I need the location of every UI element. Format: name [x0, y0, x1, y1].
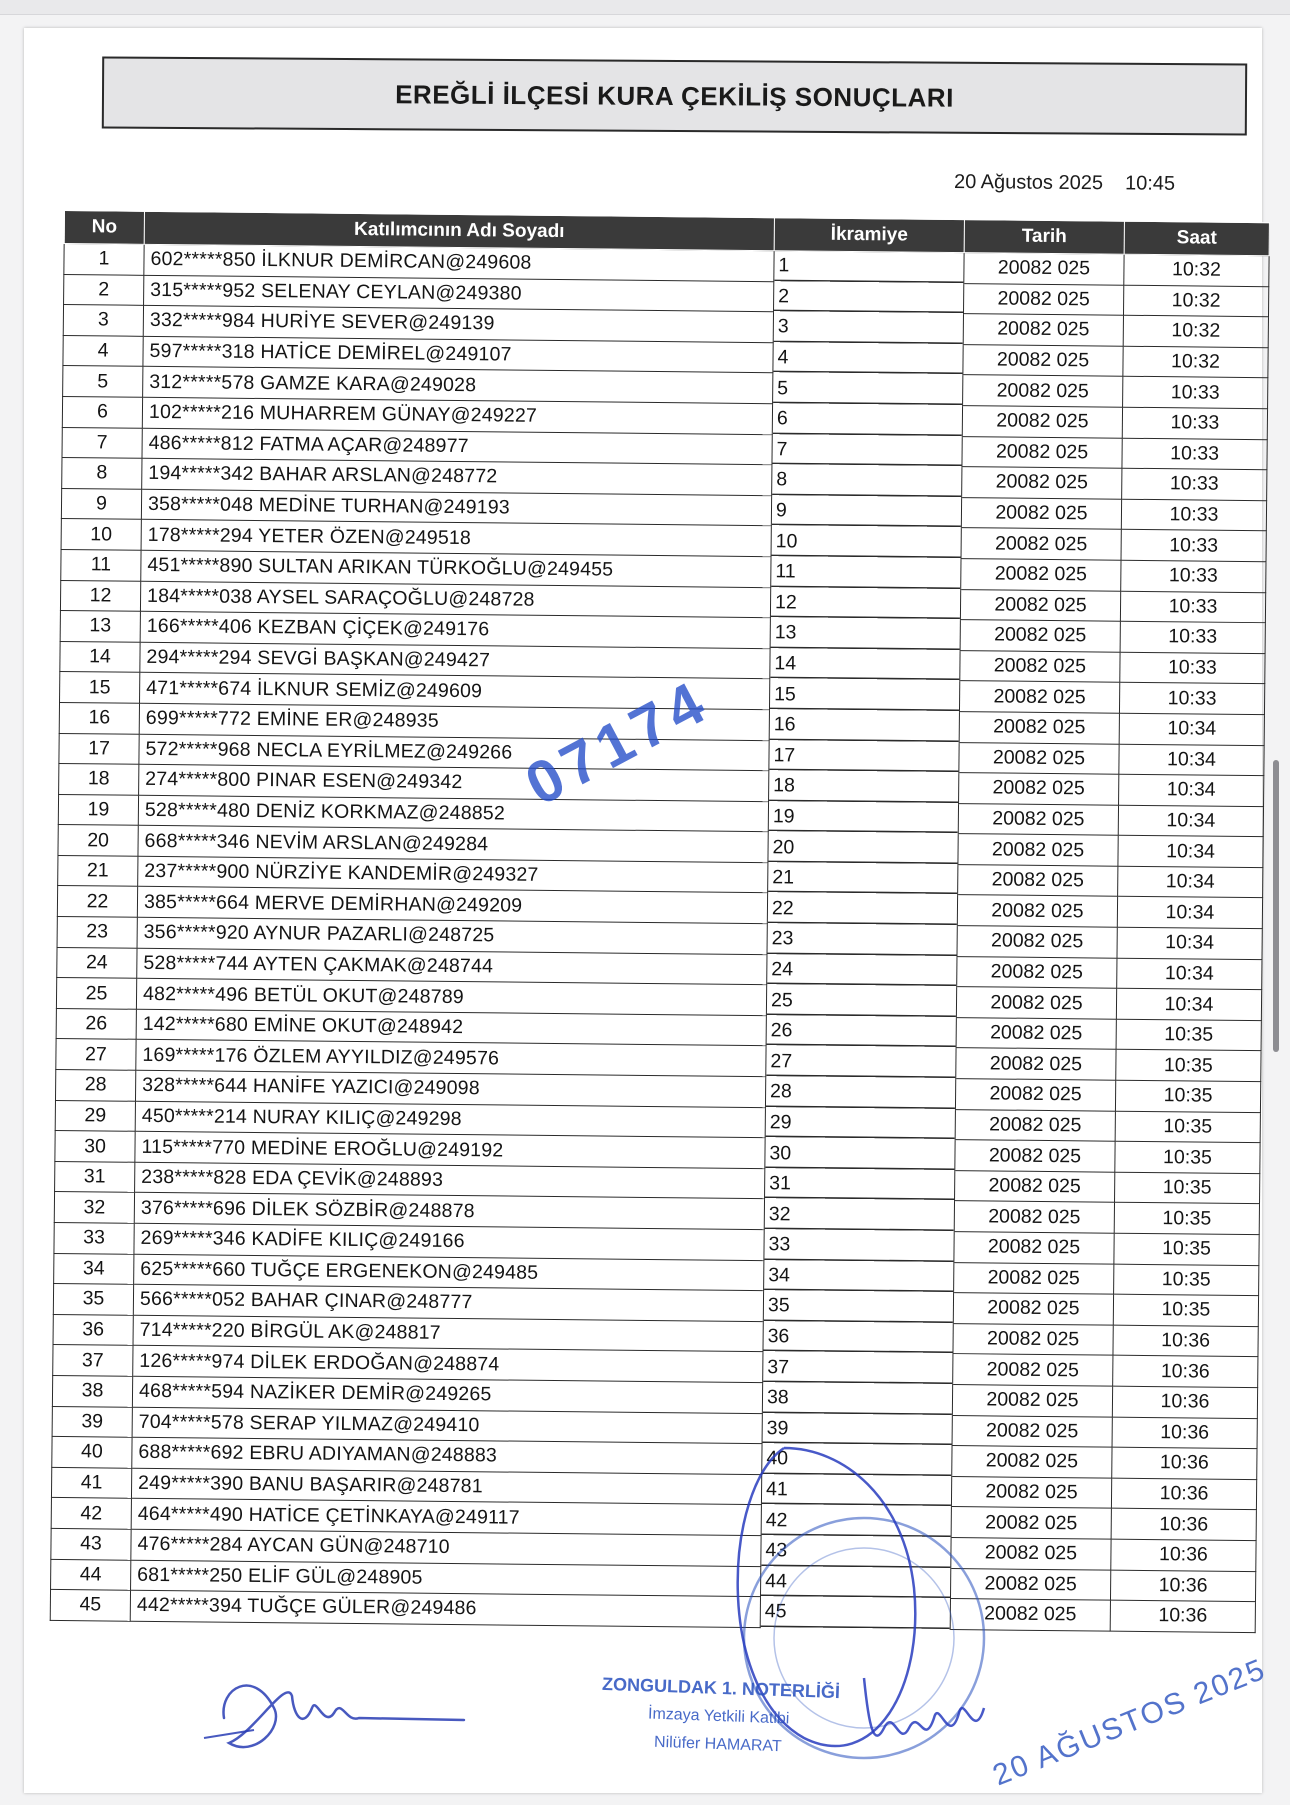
cell-date: 20082 025 — [958, 834, 1118, 866]
cell-time: 10:36 — [1110, 1600, 1255, 1632]
cell-no: 29 — [55, 1100, 135, 1131]
cell-date: 20082 025 — [961, 528, 1121, 560]
cell-prize: 10 — [771, 526, 961, 559]
cell-no: 21 — [58, 855, 138, 886]
cell-prize: 29 — [765, 1107, 955, 1140]
cell-name: 249*****390 BANU BAŞARIR@248781 — [131, 1468, 761, 1505]
cell-prize: 34 — [764, 1260, 954, 1293]
cell-time: 10:36 — [1112, 1417, 1257, 1449]
cell-name: 126*****974 DİLEK ERDOĞAN@248874 — [133, 1346, 763, 1383]
cell-time: 10:34 — [1117, 927, 1262, 959]
cell-name: 704*****578 SERAP YILMAZ@249410 — [132, 1407, 762, 1444]
cell-date: 20082 025 — [963, 314, 1123, 346]
cell-name: 668*****346 NEVİM ARSLAN@249284 — [138, 826, 768, 863]
cell-no: 1 — [64, 244, 144, 275]
cell-no: 19 — [58, 794, 138, 825]
cell-date: 20082 025 — [952, 1385, 1112, 1417]
cell-time: 10:33 — [1120, 621, 1265, 653]
cell-date: 20082 025 — [960, 620, 1120, 652]
cell-name: 142*****680 EMİNE OKUT@248942 — [136, 1009, 766, 1046]
cell-time: 10:33 — [1120, 591, 1265, 623]
vertical-scrollbar[interactable] — [1273, 760, 1279, 1052]
cell-date: 20082 025 — [956, 1048, 1116, 1080]
cell-name: 714*****220 BİRGÜL AK@248817 — [133, 1315, 763, 1352]
col-header-date: Tarih — [964, 220, 1124, 255]
cell-time: 10:36 — [1110, 1570, 1255, 1602]
cell-no: 37 — [53, 1345, 133, 1376]
cell-time: 10:36 — [1111, 1478, 1256, 1510]
cell-prize: 9 — [771, 495, 961, 528]
cell-time: 10:33 — [1121, 560, 1266, 592]
cell-name: 451*****890 SULTAN ARIKAN TÜRKOĞLU@249455 — [141, 550, 771, 587]
cell-name: 169*****176 ÖZLEM AYYILDIZ@249576 — [136, 1040, 766, 1077]
cell-name: 688*****692 EBRU ADIYAMAN@248883 — [132, 1437, 762, 1474]
cell-name: 464*****490 HATİCE ÇETİNKAYA@249117 — [131, 1499, 761, 1536]
cell-name: 625*****660 TUĞÇE ERGENEKON@249485 — [134, 1254, 764, 1291]
cell-time: 10:36 — [1112, 1386, 1257, 1418]
cell-no: 25 — [56, 978, 136, 1009]
cell-name: 332*****984 HURİYE SEVER@249139 — [143, 305, 773, 342]
cell-time: 10:35 — [1114, 1203, 1259, 1235]
cell-name: 115*****770 MEDİNE EROĞLU@249192 — [135, 1131, 765, 1168]
cell-prize: 42 — [761, 1505, 951, 1538]
cell-time: 10:35 — [1115, 1080, 1260, 1112]
cell-date: 20082 025 — [959, 773, 1119, 805]
cell-name: 699*****772 EMİNE ER@248935 — [139, 703, 769, 740]
cell-no: 34 — [54, 1253, 134, 1284]
cell-name: 269*****346 KADİFE KILIÇ@249166 — [134, 1223, 764, 1260]
cell-date: 20082 025 — [951, 1476, 1111, 1508]
cell-date: 20082 025 — [960, 589, 1120, 621]
cell-date: 20082 025 — [953, 1293, 1113, 1325]
cell-no: 28 — [55, 1069, 135, 1100]
cell-name: 356*****920 AYNUR PAZARLI@248725 — [137, 917, 767, 954]
cell-time: 10:32 — [1123, 285, 1268, 317]
cell-prize: 43 — [761, 1536, 951, 1569]
cell-name: 102*****216 MUHARREM GÜNAY@249227 — [142, 397, 772, 434]
cell-date: 20082 025 — [958, 803, 1118, 835]
cell-prize: 22 — [767, 893, 957, 926]
cell-date: 20082 025 — [951, 1507, 1111, 1539]
cell-prize: 7 — [772, 434, 962, 467]
cell-name: 328*****644 HANİFE YAZICI@249098 — [135, 1070, 765, 1107]
cell-time: 10:34 — [1118, 835, 1263, 867]
document-date: 20 Ağustos 2025 — [953, 170, 1104, 195]
cell-date: 20082 025 — [953, 1323, 1113, 1355]
cell-time: 10:35 — [1116, 1019, 1261, 1051]
cell-time: 10:33 — [1123, 377, 1268, 409]
cell-no: 5 — [63, 366, 143, 397]
col-header-no: No — [64, 211, 144, 245]
cell-prize: 11 — [771, 557, 961, 590]
cell-name: 385*****664 MERVE DEMİRHAN@249209 — [137, 887, 767, 924]
cell-prize: 28 — [765, 1077, 955, 1110]
cell-no: 22 — [57, 886, 137, 917]
cell-time: 10:34 — [1117, 958, 1262, 990]
cell-no: 6 — [62, 396, 142, 427]
cell-date: 20082 025 — [960, 650, 1120, 682]
cell-time: 10:35 — [1115, 1141, 1260, 1173]
cell-prize: 39 — [762, 1413, 952, 1446]
cell-date: 20082 025 — [950, 1568, 1110, 1600]
cell-date: 20082 025 — [952, 1415, 1112, 1447]
cell-no: 43 — [51, 1528, 131, 1559]
cell-prize: 23 — [767, 924, 957, 957]
document-time: 10:45 — [1124, 172, 1176, 195]
cell-date: 20082 025 — [959, 681, 1119, 713]
cell-no: 11 — [61, 549, 141, 580]
cell-date: 20082 025 — [955, 1109, 1115, 1141]
cell-no: 10 — [61, 519, 141, 550]
cell-prize: 45 — [760, 1597, 950, 1630]
cell-name: 184*****038 AYSEL SARAÇOĞLU@248728 — [140, 581, 770, 618]
cell-date: 20082 025 — [956, 1017, 1116, 1049]
cell-name: 274*****800 PINAR ESEN@249342 — [139, 764, 769, 801]
cell-date: 20082 025 — [955, 1079, 1115, 1111]
cell-time: 10:33 — [1121, 499, 1266, 531]
cell-name: 528*****480 DENİZ KORKMAZ@248852 — [138, 795, 768, 832]
cell-prize: 2 — [774, 281, 964, 314]
cell-time: 10:35 — [1115, 1172, 1260, 1204]
cell-prize: 17 — [769, 740, 959, 773]
cell-name: 468*****594 NAZİKER DEMİR@249265 — [132, 1376, 762, 1413]
cell-date: 20082 025 — [962, 406, 1122, 438]
cell-name: 166*****406 KEZBAN ÇİÇEK@249176 — [140, 611, 770, 648]
document-page — [24, 28, 1271, 1793]
cell-prize: 19 — [768, 801, 958, 834]
cell-name: 486*****812 FATMA AÇAR@248977 — [142, 428, 772, 465]
cell-name: 315*****952 SELENAY CEYLAN@249380 — [144, 275, 774, 312]
cell-date: 20082 025 — [954, 1232, 1114, 1264]
cell-name: 376*****696 DİLEK SÖZBİR@248878 — [134, 1193, 764, 1230]
cell-time: 10:36 — [1113, 1356, 1258, 1388]
cell-time: 10:33 — [1122, 407, 1267, 439]
cell-no: 31 — [55, 1161, 135, 1192]
cell-prize: 33 — [764, 1230, 954, 1263]
cell-no: 20 — [58, 825, 138, 856]
cell-date: 20082 025 — [963, 283, 1123, 315]
cell-name: 602*****850 İLKNUR DEMİRCAN@249608 — [144, 244, 774, 281]
cell-no: 12 — [60, 580, 140, 611]
cell-time: 10:33 — [1119, 683, 1264, 715]
cell-prize: 8 — [772, 465, 962, 498]
cell-no: 39 — [52, 1406, 132, 1437]
cell-no: 17 — [59, 733, 139, 764]
signatures-and-seal — [24, 28, 1262, 1793]
cell-time: 10:34 — [1116, 988, 1261, 1020]
cell-no: 14 — [60, 641, 140, 672]
cell-name: 482*****496 BETÜL OKUT@248789 — [136, 979, 766, 1016]
cell-no: 38 — [52, 1375, 132, 1406]
cell-prize: 44 — [760, 1566, 950, 1599]
cell-prize: 36 — [763, 1321, 953, 1354]
cell-no: 16 — [59, 702, 139, 733]
notary-name-stamp: Nilüfer HAMARAT — [653, 1733, 782, 1756]
cell-name: 450*****214 NURAY KILIÇ@249298 — [135, 1101, 765, 1138]
cell-no: 15 — [60, 672, 140, 703]
cell-date: 20082 025 — [952, 1446, 1112, 1478]
col-header-name: Katılımcının Adı Soyadı — [144, 211, 774, 250]
cell-date: 20082 025 — [953, 1354, 1113, 1386]
cell-date: 20082 025 — [959, 742, 1119, 774]
cell-time: 10:35 — [1114, 1233, 1259, 1265]
cell-time: 10:34 — [1117, 897, 1262, 929]
cell-prize: 27 — [766, 1046, 956, 1079]
cell-date: 20082 025 — [963, 344, 1123, 376]
cell-date: 20082 025 — [957, 956, 1117, 988]
cell-time: 10:36 — [1113, 1325, 1258, 1357]
cell-name: 572*****968 NECLA EYRİLMEZ@249266 — [139, 734, 769, 771]
cell-no: 26 — [56, 1008, 136, 1039]
cell-prize: 40 — [762, 1444, 952, 1477]
cell-name: 294*****294 SEVGİ BAŞKAN@249427 — [140, 642, 770, 679]
cell-no: 32 — [54, 1192, 134, 1223]
cell-date: 20082 025 — [961, 497, 1121, 529]
cell-time: 10:35 — [1113, 1294, 1258, 1326]
cell-prize: 41 — [761, 1474, 951, 1507]
cell-time: 10:34 — [1118, 866, 1263, 898]
cell-prize: 38 — [762, 1383, 952, 1416]
cell-prize: 14 — [770, 648, 960, 681]
cell-date: 20082 025 — [955, 1140, 1115, 1172]
cell-time: 10:35 — [1115, 1111, 1260, 1143]
cell-no: 24 — [57, 947, 137, 978]
cell-time: 10:35 — [1116, 1050, 1261, 1082]
cell-time: 10:33 — [1122, 468, 1267, 500]
cell-no: 23 — [57, 917, 137, 948]
cell-date: 20082 025 — [963, 375, 1123, 407]
cell-time: 10:34 — [1119, 713, 1264, 745]
cell-prize: 5 — [773, 373, 963, 406]
cell-name: 476*****284 AYCAN GÜN@248710 — [131, 1529, 761, 1566]
cell-prize: 12 — [770, 587, 960, 620]
cell-prize: 3 — [773, 312, 963, 345]
cell-time: 10:36 — [1111, 1539, 1256, 1571]
date-stamp: 20 AĞUSTOS 2025 — [988, 1652, 1271, 1793]
cell-prize: 18 — [769, 771, 959, 804]
viewer-top-bar — [0, 0, 1290, 15]
cell-name: 237*****900 NÜRZİYE KANDEMİR@249327 — [138, 856, 768, 893]
cell-date: 20082 025 — [956, 987, 1116, 1019]
cell-name: 238*****828 EDA ÇEVİK@248893 — [135, 1162, 765, 1199]
cell-prize: 21 — [768, 863, 958, 896]
cell-no: 7 — [62, 427, 142, 458]
cell-time: 10:33 — [1120, 652, 1265, 684]
cell-date: 20082 025 — [958, 864, 1118, 896]
left-signature-icon — [224, 1686, 464, 1747]
cell-date: 20082 025 — [951, 1537, 1111, 1569]
cell-name: 358*****048 MEDİNE TURHAN@249193 — [141, 489, 771, 526]
cell-name: 178*****294 YETER ÖZEN@249518 — [141, 520, 771, 557]
cell-prize: 1 — [774, 251, 964, 284]
cell-date: 20082 025 — [957, 895, 1117, 927]
cell-name: 681*****250 ELİF GÜL@248905 — [131, 1560, 761, 1597]
cell-date: 20082 025 — [957, 926, 1117, 958]
cell-no: 35 — [53, 1284, 133, 1315]
cell-no: 45 — [50, 1590, 130, 1621]
cell-prize: 15 — [769, 679, 959, 712]
cell-prize: 25 — [766, 985, 956, 1018]
cell-no: 9 — [61, 488, 141, 519]
cell-date: 20082 025 — [962, 436, 1122, 468]
cell-time: 10:32 — [1123, 346, 1268, 378]
cell-time: 10:35 — [1114, 1264, 1259, 1296]
page-title: EREĞLİ İLÇESİ KURA ÇEKİLİŞ SONUÇLARI — [395, 78, 954, 113]
cell-time: 10:36 — [1111, 1509, 1256, 1541]
cell-time: 10:32 — [1124, 254, 1269, 286]
cell-no: 40 — [52, 1437, 132, 1468]
cell-prize: 30 — [765, 1138, 955, 1171]
cell-date: 20082 025 — [954, 1201, 1114, 1233]
cell-time: 10:34 — [1119, 744, 1264, 776]
notary-role-stamp: İmzaya Yetkili Katibi — [647, 1705, 790, 1728]
cell-no: 8 — [62, 458, 142, 489]
cell-date: 20082 025 — [961, 559, 1121, 591]
cell-prize: 35 — [763, 1291, 953, 1324]
cell-prize: 26 — [766, 1015, 956, 1048]
cell-time: 10:34 — [1118, 805, 1263, 837]
cell-no: 36 — [53, 1314, 133, 1345]
cell-name: 597*****318 HATİCE DEMİREL@249107 — [143, 336, 773, 373]
cell-no: 27 — [56, 1039, 136, 1070]
cell-time: 10:36 — [1112, 1447, 1257, 1479]
cell-prize: 13 — [770, 618, 960, 651]
cell-date: 20082 025 — [955, 1170, 1115, 1202]
cell-no: 30 — [55, 1131, 135, 1162]
cell-prize: 24 — [767, 954, 957, 987]
cell-no: 42 — [51, 1498, 131, 1529]
cell-no: 13 — [60, 611, 140, 642]
notary-office-stamp: ZONGULDAK 1. NOTERLİĞİ — [601, 1673, 841, 1703]
cell-no: 2 — [64, 274, 144, 305]
cell-prize: 37 — [763, 1352, 953, 1385]
cell-date: 20082 025 — [964, 253, 1124, 285]
cell-name: 312*****578 GAMZE KARA@249028 — [143, 367, 773, 404]
cell-prize: 6 — [772, 404, 962, 437]
cell-name: 528*****744 AYTEN ÇAKMAK@248744 — [137, 948, 767, 985]
cell-time: 10:32 — [1123, 315, 1268, 347]
cell-time: 10:34 — [1119, 774, 1264, 806]
cell-name: 194*****342 BAHAR ARSLAN@248772 — [142, 458, 772, 495]
cell-prize: 16 — [769, 710, 959, 743]
cell-time: 10:33 — [1122, 438, 1267, 470]
cell-name: 566*****052 BAHAR ÇINAR@248777 — [133, 1284, 763, 1321]
cell-prize: 20 — [768, 832, 958, 865]
cell-prize: 31 — [765, 1168, 955, 1201]
col-header-prize: İkramiye — [774, 218, 964, 253]
col-header-time: Saat — [1124, 221, 1269, 255]
cell-no: 3 — [63, 305, 143, 336]
cell-prize: 32 — [764, 1199, 954, 1232]
cell-date: 20082 025 — [962, 467, 1122, 499]
cell-no: 33 — [54, 1222, 134, 1253]
cell-date: 20082 025 — [950, 1599, 1110, 1631]
cell-name: 471*****674 İLKNUR SEMİZ@249609 — [140, 673, 770, 710]
cell-no: 44 — [51, 1559, 131, 1590]
cell-no: 41 — [51, 1467, 131, 1498]
cell-no: 4 — [63, 335, 143, 366]
cell-date: 20082 025 — [959, 711, 1119, 743]
blue-number-stamp: 07174 — [514, 666, 721, 819]
cell-name: 442*****394 TUĞÇE GÜLER@249486 — [130, 1590, 760, 1627]
cell-date: 20082 025 — [954, 1262, 1114, 1294]
cell-time: 10:33 — [1121, 530, 1266, 562]
cell-no: 18 — [59, 764, 139, 795]
cell-prize: 4 — [773, 342, 963, 375]
